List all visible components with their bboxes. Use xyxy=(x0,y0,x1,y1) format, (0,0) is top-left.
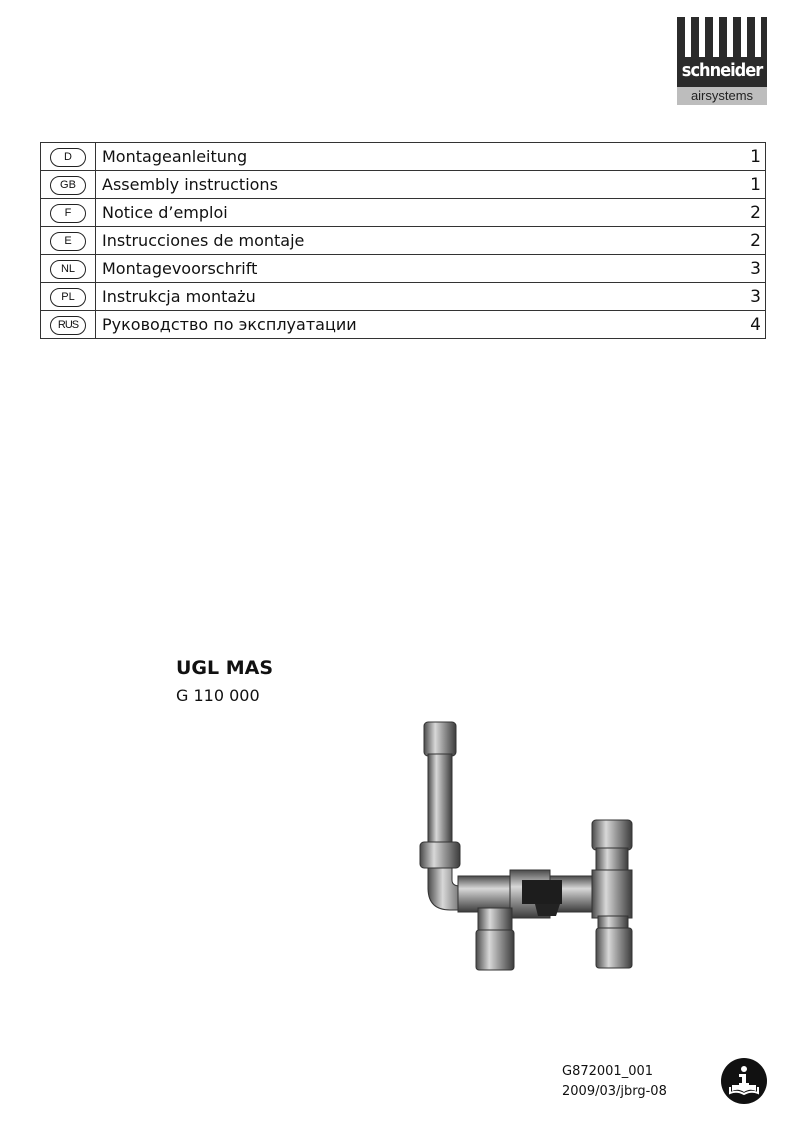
toc-page: 1 xyxy=(731,171,766,199)
document-number: G872001_001 xyxy=(562,1064,654,1079)
toc-page: 2 xyxy=(731,199,766,227)
toc-row[interactable] xyxy=(41,143,766,171)
toc-row[interactable] xyxy=(41,171,766,199)
language-badge: GB xyxy=(50,176,86,195)
toc-title: Instrucciones de montaje xyxy=(96,227,732,255)
toc-title: Notice d’emploi xyxy=(96,199,732,227)
language-badge: NL xyxy=(50,260,86,279)
toc-page: 4 xyxy=(731,311,766,339)
toc-row[interactable] xyxy=(41,311,766,339)
toc-row[interactable] xyxy=(41,199,766,227)
read-manual-icon xyxy=(720,1057,768,1105)
toc-row[interactable] xyxy=(41,255,766,283)
language-badge: D xyxy=(50,148,86,167)
brand-subtitle: airsystems xyxy=(677,87,767,105)
toc-title: Руководство по эксплуатации xyxy=(96,311,732,339)
toc-page: 2 xyxy=(731,227,766,255)
document-revision: 2009/03/jbrg-08 xyxy=(562,1084,667,1099)
toc-title: Montagevoorschrift xyxy=(96,255,732,283)
toc-title: Montageanleitung xyxy=(96,143,732,171)
toc-row[interactable] xyxy=(41,283,766,311)
toc-row[interactable] xyxy=(41,227,766,255)
product-name: UGL MAS xyxy=(176,657,274,679)
language-badge: RUS xyxy=(50,316,86,335)
toc-title: Assembly instructions xyxy=(96,171,732,199)
language-badge: F xyxy=(50,204,86,223)
toc-title: Instrukcja montażu xyxy=(96,283,732,311)
brand-name: schneider xyxy=(681,60,763,81)
toc-page: 3 xyxy=(731,283,766,311)
valve-assembly-image xyxy=(410,720,670,975)
toc-page: 1 xyxy=(731,143,766,171)
language-badge: PL xyxy=(50,288,86,307)
brand-logo xyxy=(677,17,767,105)
language-toc xyxy=(40,142,766,339)
document-id xyxy=(562,1062,667,1102)
toc-page: 3 xyxy=(731,255,766,283)
product-code: G 110 000 xyxy=(176,686,260,705)
language-badge: E xyxy=(50,232,86,251)
